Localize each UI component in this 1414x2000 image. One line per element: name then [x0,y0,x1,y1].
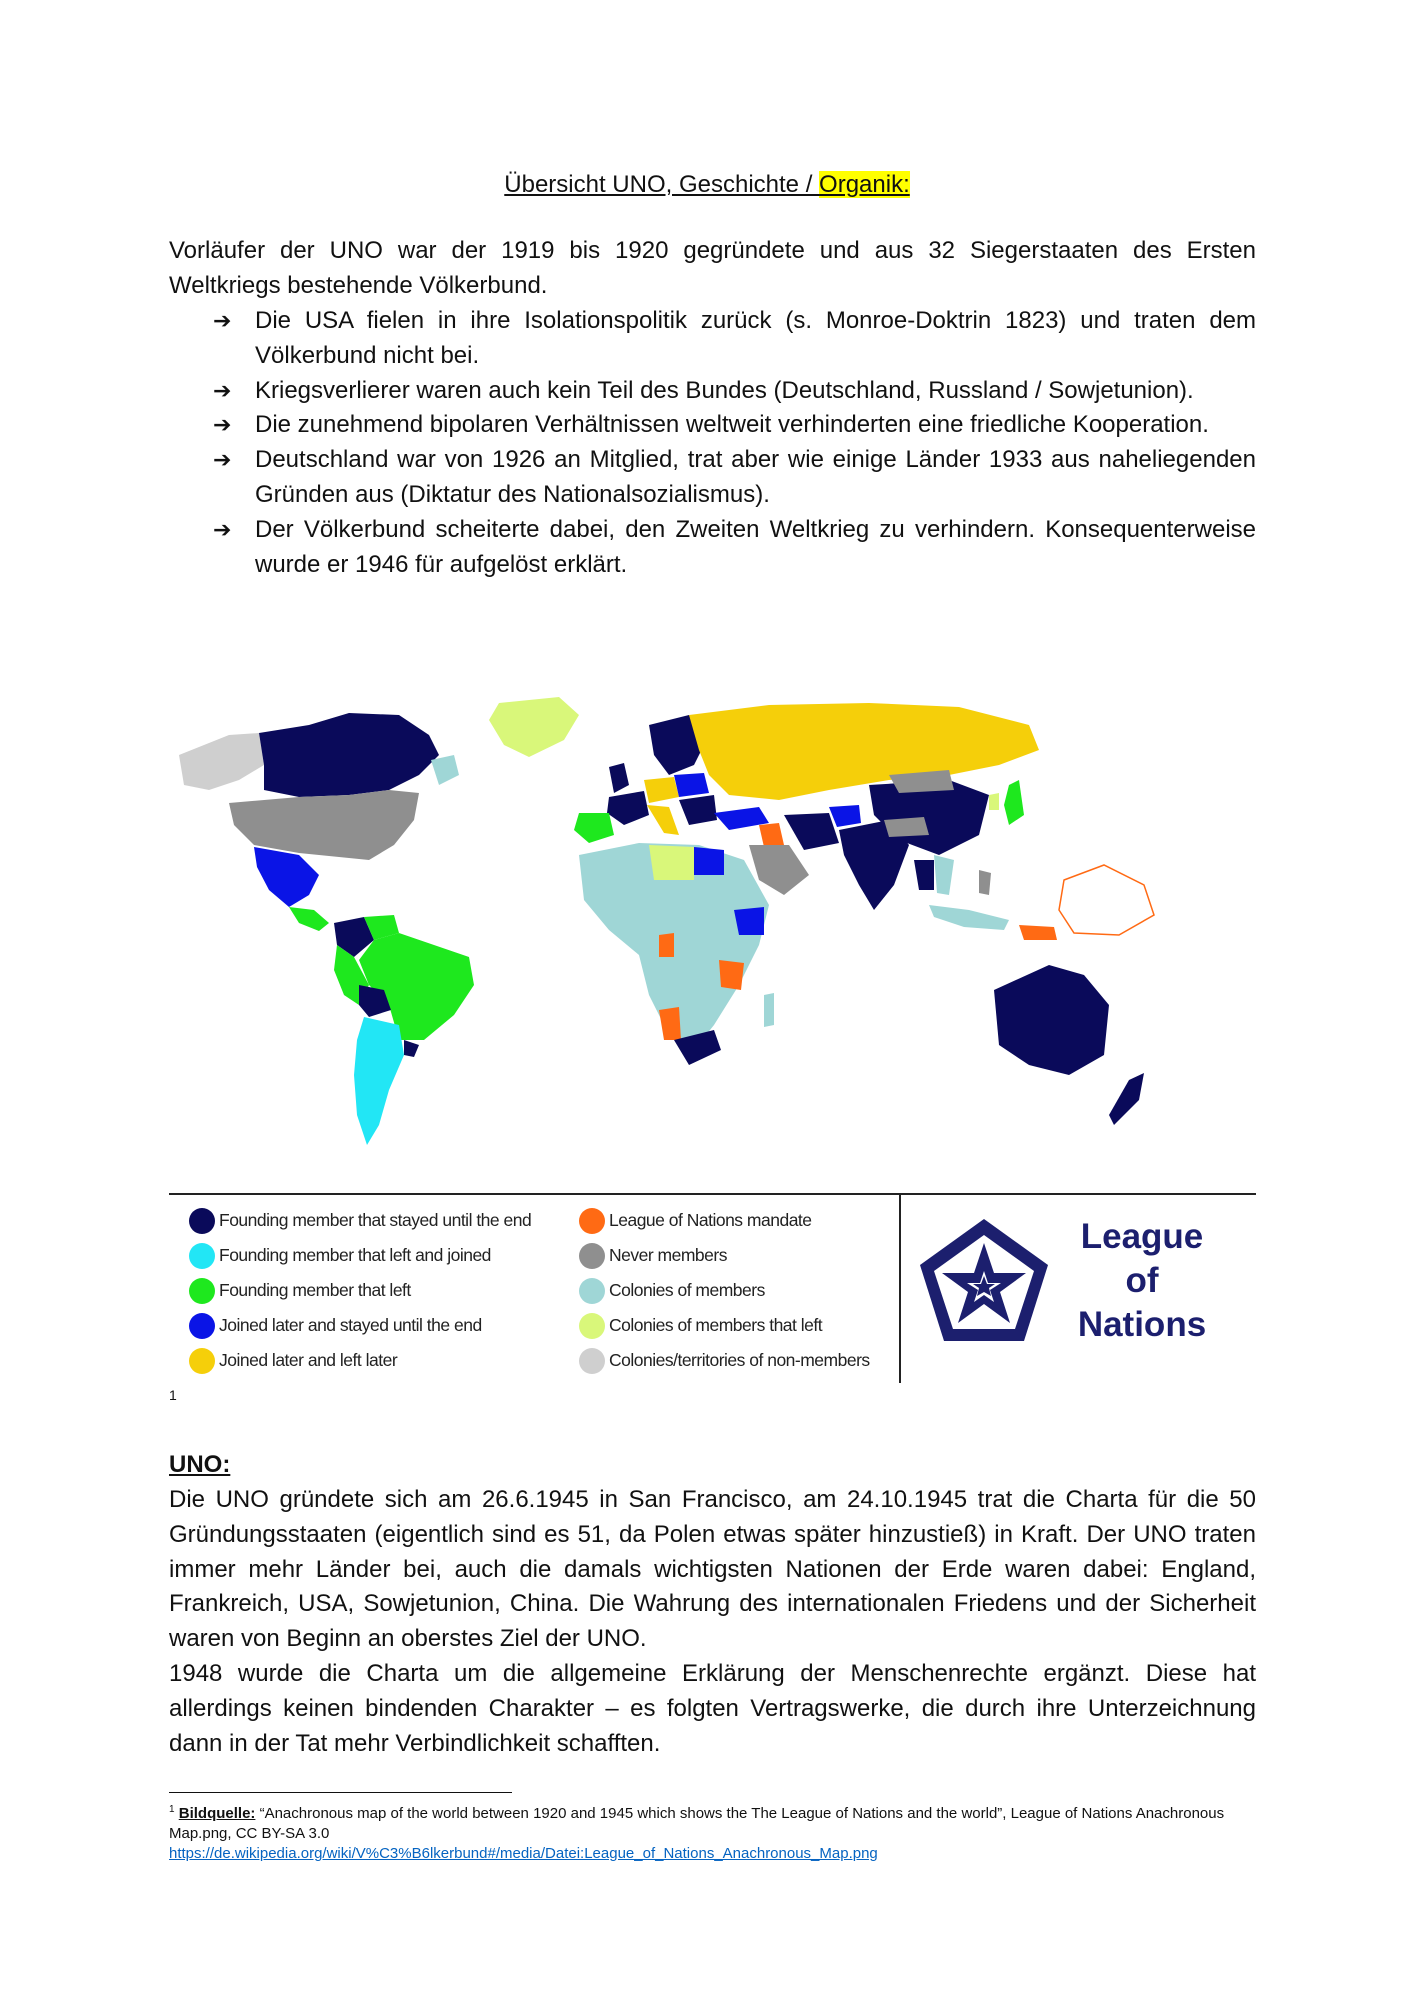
map-egypt [694,847,724,875]
arrow-right-icon: ➔ [213,447,232,473]
legend-swatch [579,1208,605,1234]
map-iberia [574,813,614,843]
legend-top-rule [169,1193,1256,1195]
arrow-right-icon: ➔ [213,377,232,403]
map-uruguay [404,1040,419,1057]
map-uk [609,763,629,793]
map-argentina [354,1017,404,1145]
legend-item: Joined later and left later [189,1343,531,1378]
legend-swatch [189,1243,215,1269]
legend-swatch [579,1243,605,1269]
uno-paragraph-2: 1948 wurde die Charta um die allgemeine Erklärung der Menschenrechte ergänzt. Diese hat allerdings keinen bindenden Charakter – es folgten Vertragswerke, die durch ihre Unterzeichnung dann in der Tat mehr Verbindlichkeit schafften. [169,1660,1256,1757]
map-sw-africa [659,1007,681,1040]
map-ussr [689,703,1039,800]
footnote [169,1800,1256,1864]
legend-item: Founding member that stayed until the end [189,1203,531,1238]
legend-swatch [579,1313,605,1339]
footnote-source-link[interactable]: https://de.wikipedia.org/wiki/V%C3%B6lkerbund#/media/Datei:League_of_Nations_Anachronous_Map.png [169,1845,878,1862]
map-iran [784,813,839,850]
bullet-item: ➔ Die USA fielen in ihre Isolationspolitik zurück (s. Monroe-Doktrin 1823) und traten dem Völkerbund nicht bei. [213,304,1256,374]
map-tanganyika [719,960,744,990]
legend-left-column [189,1203,531,1378]
title-main: Übersicht UNO, Geschichte / [504,171,820,198]
legend-item: Joined later and stayed until the end [189,1308,531,1343]
legend-swatch [189,1278,215,1304]
map-france [607,791,649,825]
legend-swatch [189,1313,215,1339]
map-balkans [679,795,717,825]
map-ethiopia [734,907,764,935]
intro-paragraph: Vorläufer der UNO war der 1919 bis 1920 gegründete und aus 32 Siegerstaaten des Ersten Weltkriegs bestehende Völkerbund. [169,237,1256,299]
map-pacific-mandate [1059,865,1154,935]
map-new-guinea [1019,925,1057,940]
legend-item: Founding member that left [189,1273,531,1308]
map-indonesia [929,905,1009,930]
legend-right-column [579,1203,870,1378]
map-legend [169,1193,1256,1383]
map-germany [644,777,679,803]
map-libya [649,845,694,880]
league-of-nations-wordmark: League of Nations [1077,1217,1207,1344]
footnote-text: “Anachronous map of the world between 1920 and 1945 which shows the The League of Nations and the world”, League of Nations Anachronous Map.png, CC BY-SA 3.0 [169,1805,1225,1842]
title-highlight: Organik: [819,171,910,198]
map-greenland [489,697,579,757]
legend-item: Never members [579,1238,870,1273]
map-iraq-mandate [759,823,784,847]
footnote-label: Bildquelle: [178,1805,256,1822]
map-poland [674,773,709,797]
map-korea [989,793,999,810]
legend-item: Founding member that left and joined [189,1238,531,1273]
footnote-marker: 1 [169,1387,177,1403]
footnote-rule [169,1792,512,1793]
map-new-zealand [1109,1073,1144,1125]
legend-swatch [189,1208,215,1234]
legend-divider [899,1193,901,1383]
map-central-america [289,907,329,931]
map-japan [1004,780,1024,825]
bullet-list [213,304,1256,582]
league-of-nations-logo-icon [914,1213,1054,1353]
legend-item: Colonies/territories of non-members [579,1343,870,1378]
world-map [169,695,1256,1185]
map-australia [994,965,1109,1075]
legend-swatch [579,1348,605,1374]
footnote-number: 1 [169,1804,175,1815]
legend-item: League of Nations mandate [579,1203,870,1238]
map-alaska [179,733,264,790]
map-canada [259,713,439,797]
legend-item: Colonies of members [579,1273,870,1308]
bullet-item: ➔ Der Völkerbund scheiterte dabei, den Zweiten Weltkrieg zu verhindern. Konsequenterweise wurde er 1946 für aufgelöst erklärt. [213,513,1256,583]
arrow-right-icon: ➔ [213,412,232,438]
map-philippines [979,870,991,895]
uno-heading: UNO: [169,1451,231,1478]
map-indochina [934,855,954,895]
map-italy [647,805,679,835]
map-cameroon-mandate [659,933,674,957]
bullet-item: ➔ Deutschland war von 1926 an Mitglied, trat aber wie einige Länder 1933 aus naheliegenden Gründen aus (Diktatur des Nationalsozialismus). [213,443,1256,513]
uno-paragraph-1: Die UNO gründete sich am 26.6.1945 in San Francisco, am 24.10.1945 trat die Charta für die 50 Gründungsstaaten (eigentlich sind es 51, da Polen etwas später hinzustieß) in Kraft. Der UNO traten immer mehr Länder bei, auch die damals wichtigsten Nationen der Erde waren dabei: England, Frankreich, USA, Sowjetunion, China. Die Wahrung des internationalen Friedens und der Sicherheit waren von Beginn an oberstes Ziel der UNO. [169,1486,1256,1653]
page-title [0,168,1414,202]
map-mexico [254,847,319,907]
map-siam [914,860,934,890]
arrow-right-icon: ➔ [213,516,232,542]
legend-swatch [189,1348,215,1374]
map-madagascar [764,993,774,1027]
bullet-item: ➔ Die zunehmend bipolaren Verhältnissen weltweit verhinderten eine friedliche Kooperation. [213,408,1256,443]
map-tibet [884,817,929,837]
legend-item: Colonies of members that left [579,1308,870,1343]
map-newfoundland [431,755,459,785]
legend-swatch [579,1278,605,1304]
arrow-right-icon: ➔ [213,308,232,333]
bullet-item: ➔ Kriegsverlierer waren auch kein Teil des Bundes (Deutschland, Russland / Sowjetunion). [213,374,1256,409]
map-afghanistan [829,805,861,827]
